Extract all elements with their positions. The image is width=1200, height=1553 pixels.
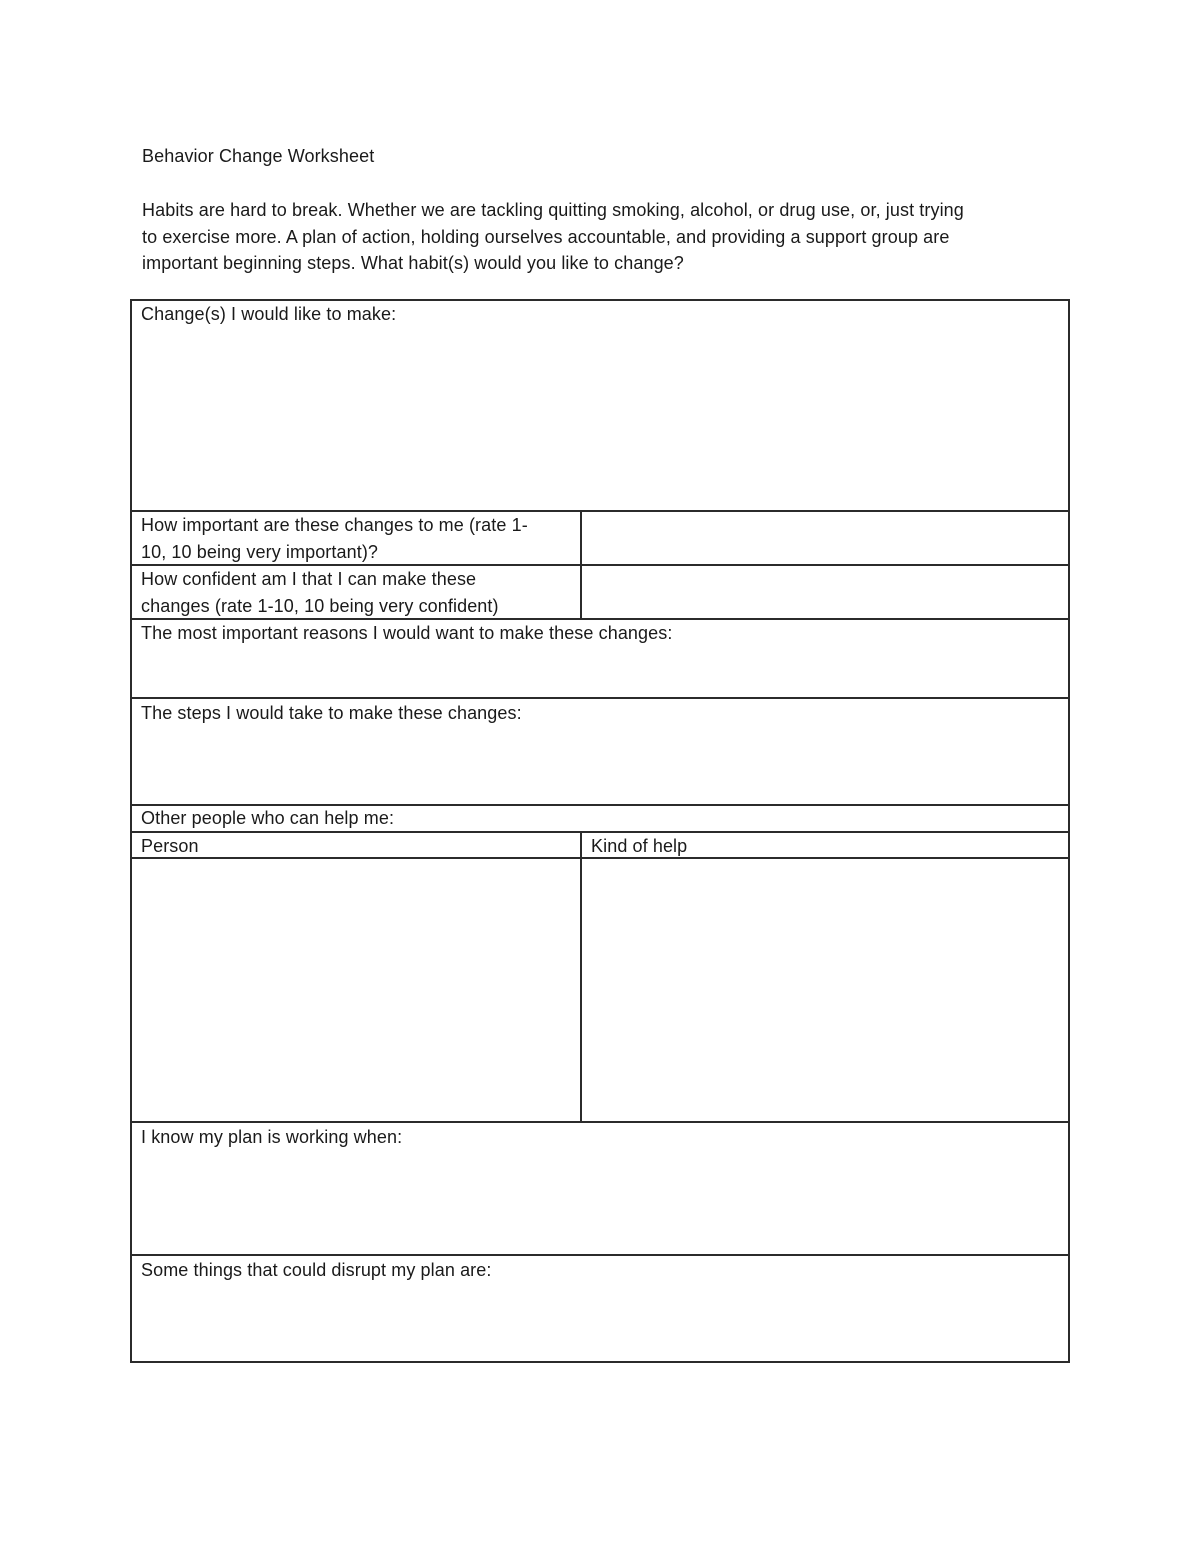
changes-label: Change(s) I would like to make:	[141, 304, 397, 324]
importance-label-line: 10, 10 being very important)?	[141, 541, 379, 562]
importance-rating-field[interactable]	[582, 512, 1068, 564]
working-answer-area[interactable]	[132, 1152, 1068, 1253]
intro-line: to exercise more. A plan of action, holding ourselves accountable, and providing a support group are	[142, 226, 950, 247]
kind-of-help-answer-area[interactable]	[582, 859, 1068, 1121]
disrupt-answer-area[interactable]	[132, 1285, 1068, 1360]
person-column-header: Person	[141, 836, 199, 856]
working-label: I know my plan is working when:	[141, 1127, 403, 1147]
confidence-label-line: changes (rate 1-10, 10 being very confident)	[141, 595, 499, 616]
intro-line: important beginning steps. What habit(s) would you like to change?	[142, 253, 684, 273]
steps-answer-area[interactable]	[132, 728, 1068, 803]
importance-label-line: How important are these changes to me (rate 1-	[141, 515, 528, 535]
intro-line: Habits are hard to break. Whether we are tackling quitting smoking, alcohol, or drug use, or, just trying	[142, 200, 964, 220]
reasons-answer-area[interactable]	[132, 648, 1068, 696]
intro-paragraph	[142, 197, 1072, 277]
person-answer-area[interactable]	[132, 859, 580, 1121]
worksheet-table	[130, 299, 1070, 1363]
row-divider	[130, 1121, 1070, 1123]
reasons-label: The most important reasons I would want to make these changes:	[141, 623, 673, 643]
steps-label: The steps I would take to make these changes:	[141, 703, 522, 723]
document-title: Behavior Change Worksheet	[142, 146, 375, 166]
kind-of-help-column-header: Kind of help	[591, 836, 688, 856]
confidence-rating-field[interactable]	[582, 566, 1068, 618]
table-border-bottom	[130, 1361, 1070, 1363]
row-divider	[130, 697, 1070, 699]
changes-answer-area[interactable]	[132, 329, 1068, 509]
helpers-label: Other people who can help me:	[141, 808, 395, 828]
disrupt-label: Some things that could disrupt my plan are:	[141, 1260, 492, 1280]
confidence-label-line: How confident am I that I can make these	[141, 569, 477, 589]
row-divider	[130, 1254, 1070, 1256]
